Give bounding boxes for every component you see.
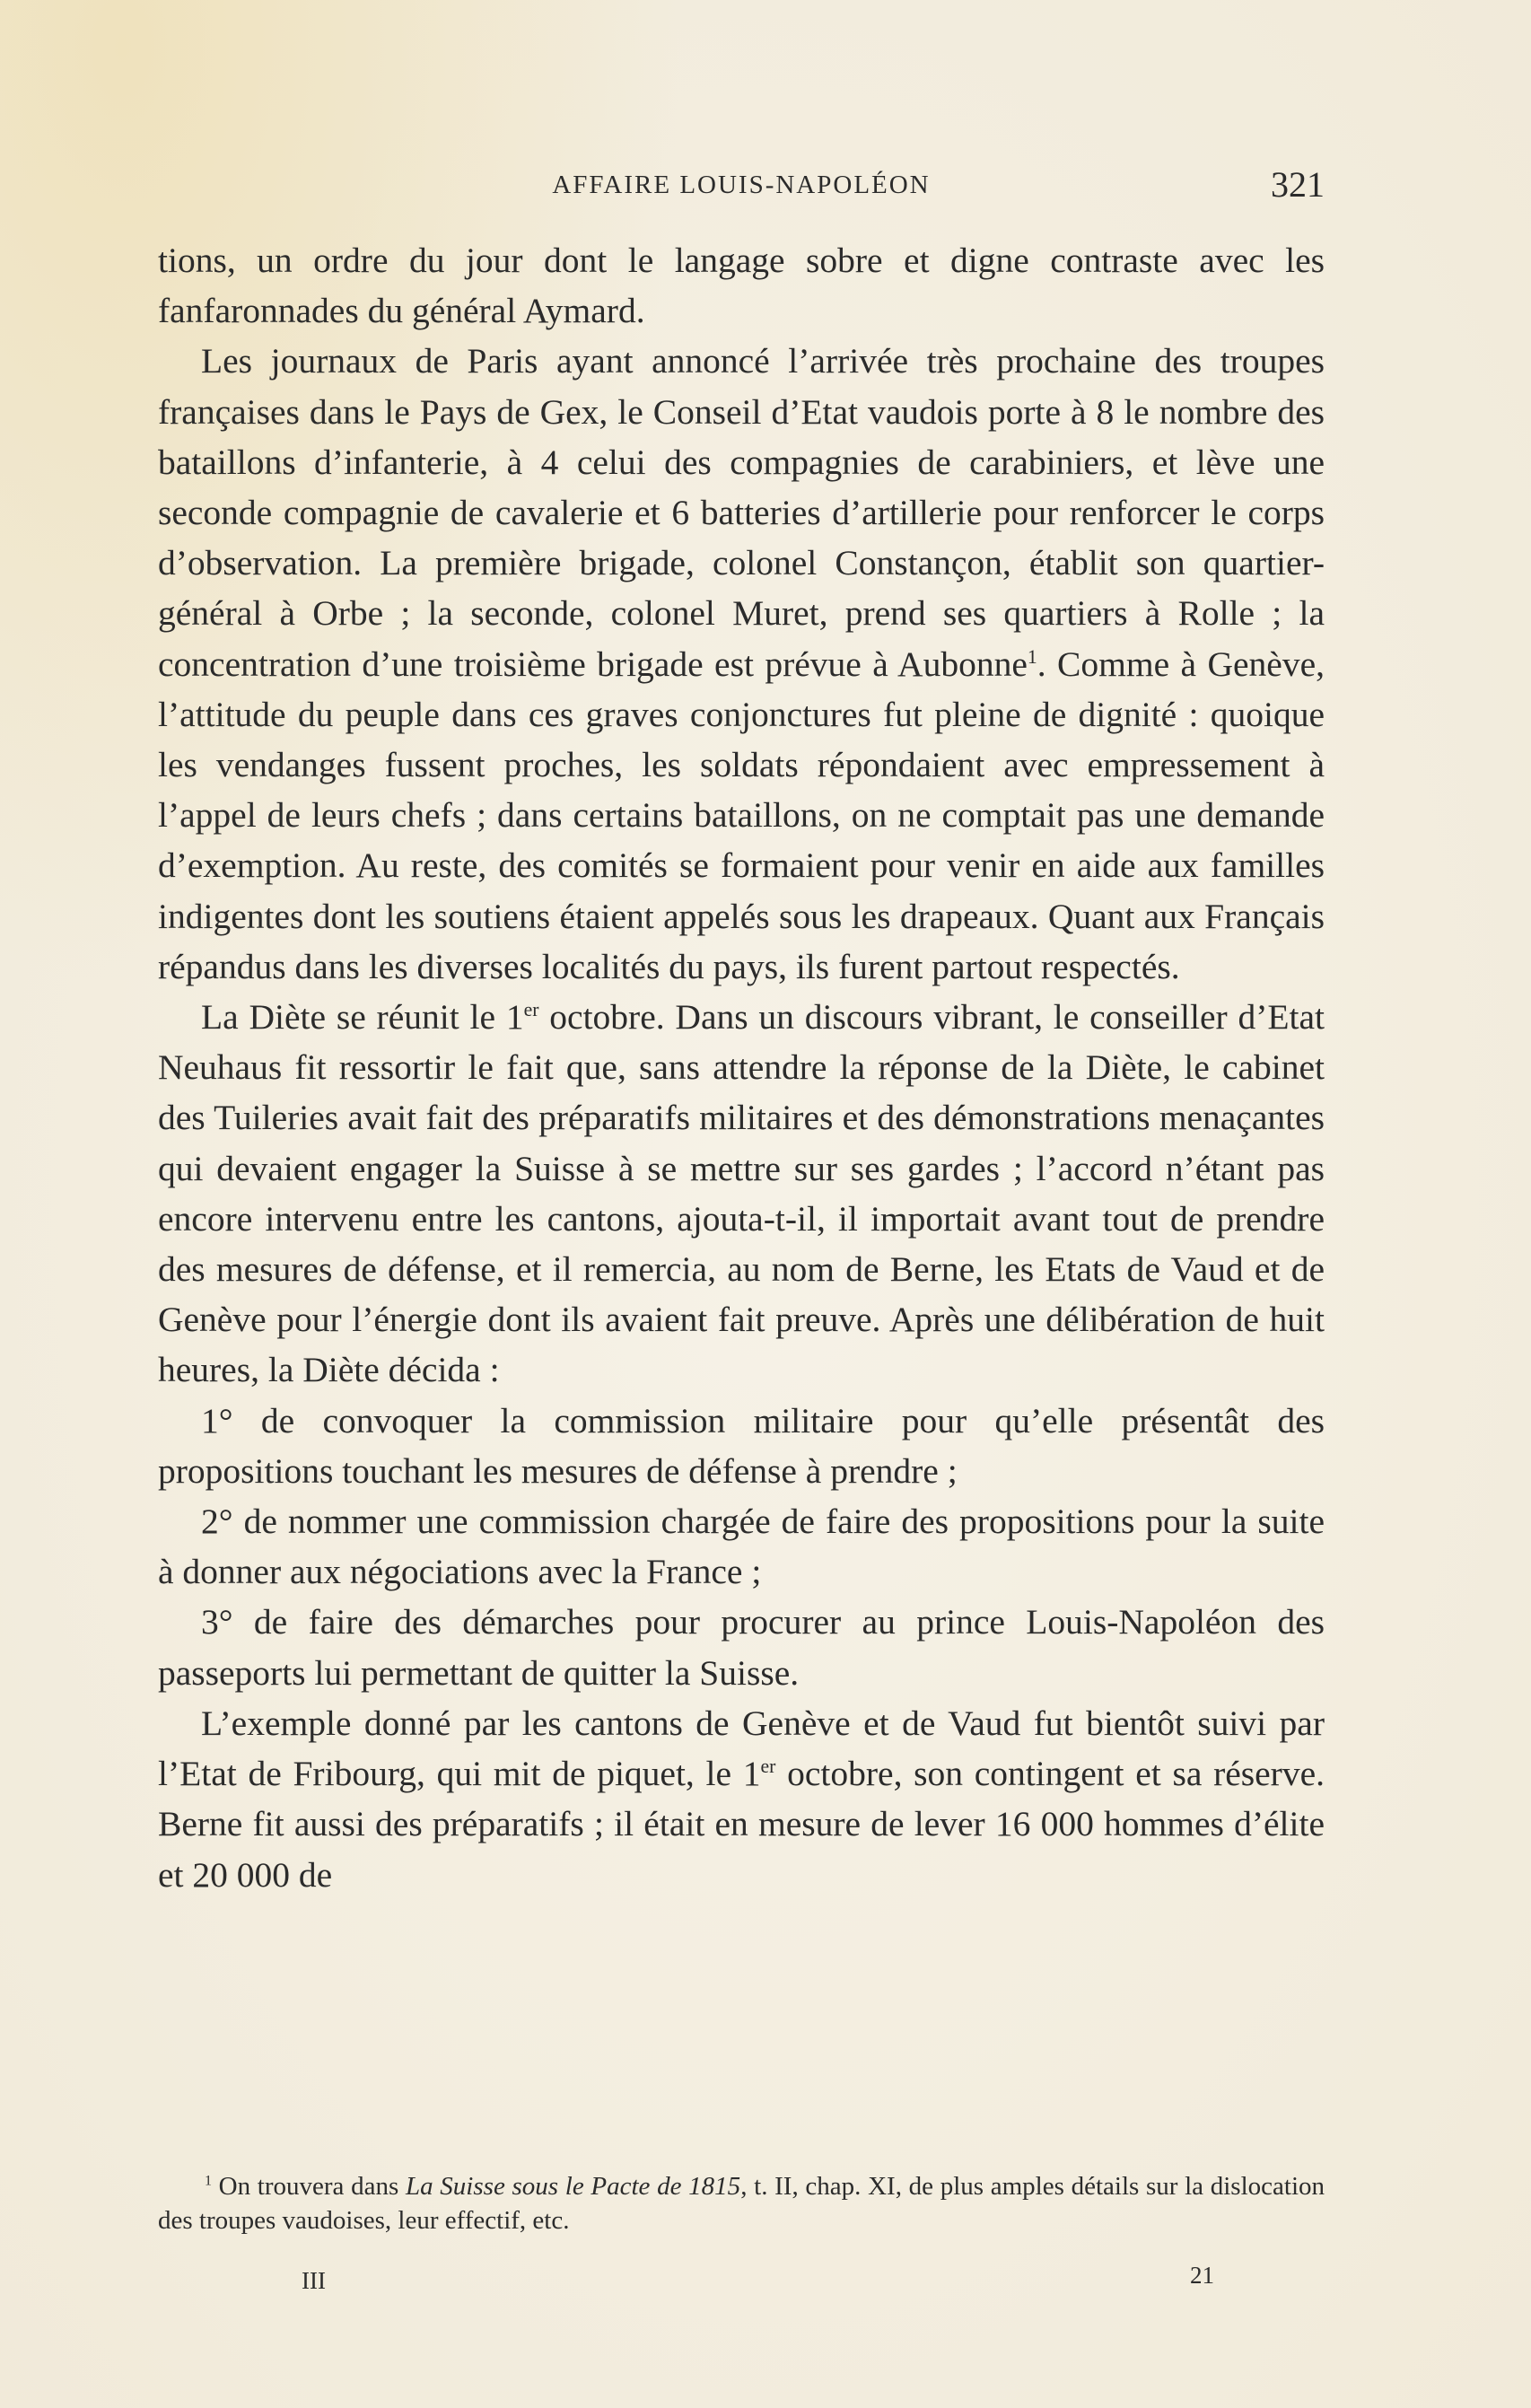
- page-number: 321: [1271, 164, 1325, 205]
- footnote-text: On trouvera dans: [218, 2172, 406, 2201]
- paragraph-fribourg-berne: [158, 1698, 1325, 1900]
- decision-item-1: [158, 1396, 1325, 1496]
- ordinal-superscript: er: [760, 1755, 776, 1777]
- paragraph-text: La Diète se réunit le 1: [201, 997, 524, 1038]
- footnote-marker: 1: [205, 2173, 212, 2189]
- paragraph-text: 2° de nommer une commission chargée de faire des propositions pour la suite à donner aux négociations avec la France ;: [158, 1502, 1325, 1592]
- paragraph-text: . Comme à Genève, l’attitude du peuple dans ces graves conjonctures fut pleine de dignité : quoique les vendanges fussent proches, les soldats répondaient avec empressement à l’appel de leurs chefs ; dans certains bataillons, on ne comptait pas une demande d’exemption. Au reste, des comités se formaient pour venir en aide aux familles indigentes dont les soutiens étaient appelés sous les drapeaux. Quant aux Français répandus dans les diverses localités du pays, ils furent partout respectés.: [158, 644, 1325, 986]
- ordinal-superscript: er: [523, 998, 539, 1020]
- printer-signature: [158, 2262, 1325, 2298]
- paragraph-text: octobre, son contingent et sa réserve. Berne fit aussi des préparatifs ; il était en mesure de lever 16 000 hommes d’élite et 20 000 de: [158, 1754, 1325, 1895]
- footnote-reference: 1: [1027, 645, 1037, 668]
- paragraph-text: octobre. Dans un discours vibrant, le conseiller d’Etat Neuhaus fit ressortir le fait que, sans attendre la réponse de la Diète, le cabinet des Tuileries avait fait des préparatifs militaires et des démonstrations menaçantes qui devaient engager la Suisse à se mettre sur ses gardes ; l’accord n’étant pas encore intervenu entre les cantons, ajouta-t-il, il importait avant tout de prendre des mesures de défense, et il remercia, au nom de Berne, les Etats de Vaud et de Genève pour l’énergie dont ils avaient fait preuve. Après une délibération de huit heures, la Diète décida :: [158, 997, 1325, 1390]
- paragraph-text: L’exemple donné par les cantons de Genève et de Vaud fut bientôt suivi par l’Etat de Fribourg, qui mit de piquet, le 1: [158, 1703, 1325, 1794]
- paragraph-text: Les journaux de Paris ayant annoncé l’arrivée très prochaine des troupes françaises dans le Pays de Gex, le Conseil d’Etat vaudois porte à 8 le nombre des bataillons d’infanterie, à 4 celui des compagnies de carabiniers, et lève une seconde compagnie de cavalerie et 6 batteries d’artillerie pour renforcer le corps d’observation. La première brigade, colonel Constançon, établit son quartier-général à Orbe ; la seconde, colonel Muret, prend ses quartiers à Rolle ; la concentration d’une troisième brigade est prévue à Aubonne: [158, 341, 1325, 684]
- footnote: [158, 2169, 1325, 2237]
- body-text: [158, 235, 1325, 1900]
- running-title: AFFAIRE LOUIS-NAPOLÉON: [552, 171, 931, 199]
- decision-item-3: [158, 1597, 1325, 1697]
- paragraph-text: 3° de faire des démarches pour procurer au prince Louis-Napoléon des passeports lui permettant de quitter la Suisse.: [158, 1602, 1325, 1693]
- paragraph-continued: [158, 235, 1325, 336]
- footnote-text: , t. II, chap. XI, de plus amples détails sur la dislocation des troupes vaudoises, leur effectif, etc.: [158, 2172, 1325, 2235]
- paragraph-vaud-mobilisation: [158, 336, 1325, 992]
- paragraph-text: tions, un ordre du jour dont le langage sobre et digne contraste avec les fanfaronnades du général Aymard.: [158, 241, 1325, 331]
- volume-mark: III: [302, 2267, 326, 2294]
- decision-item-2: [158, 1496, 1325, 1597]
- paragraph-diete: [158, 992, 1325, 1396]
- paragraph-text: 1° de convoquer la commission militaire pour qu’elle présentât des propositions touchant les mesures de défense à prendre ;: [158, 1400, 1325, 1491]
- running-head: [158, 162, 1325, 206]
- sheet-number: 21: [1190, 2262, 1214, 2289]
- footnote-cited-title: La Suisse sous le Pacte de 1815: [405, 2172, 741, 2201]
